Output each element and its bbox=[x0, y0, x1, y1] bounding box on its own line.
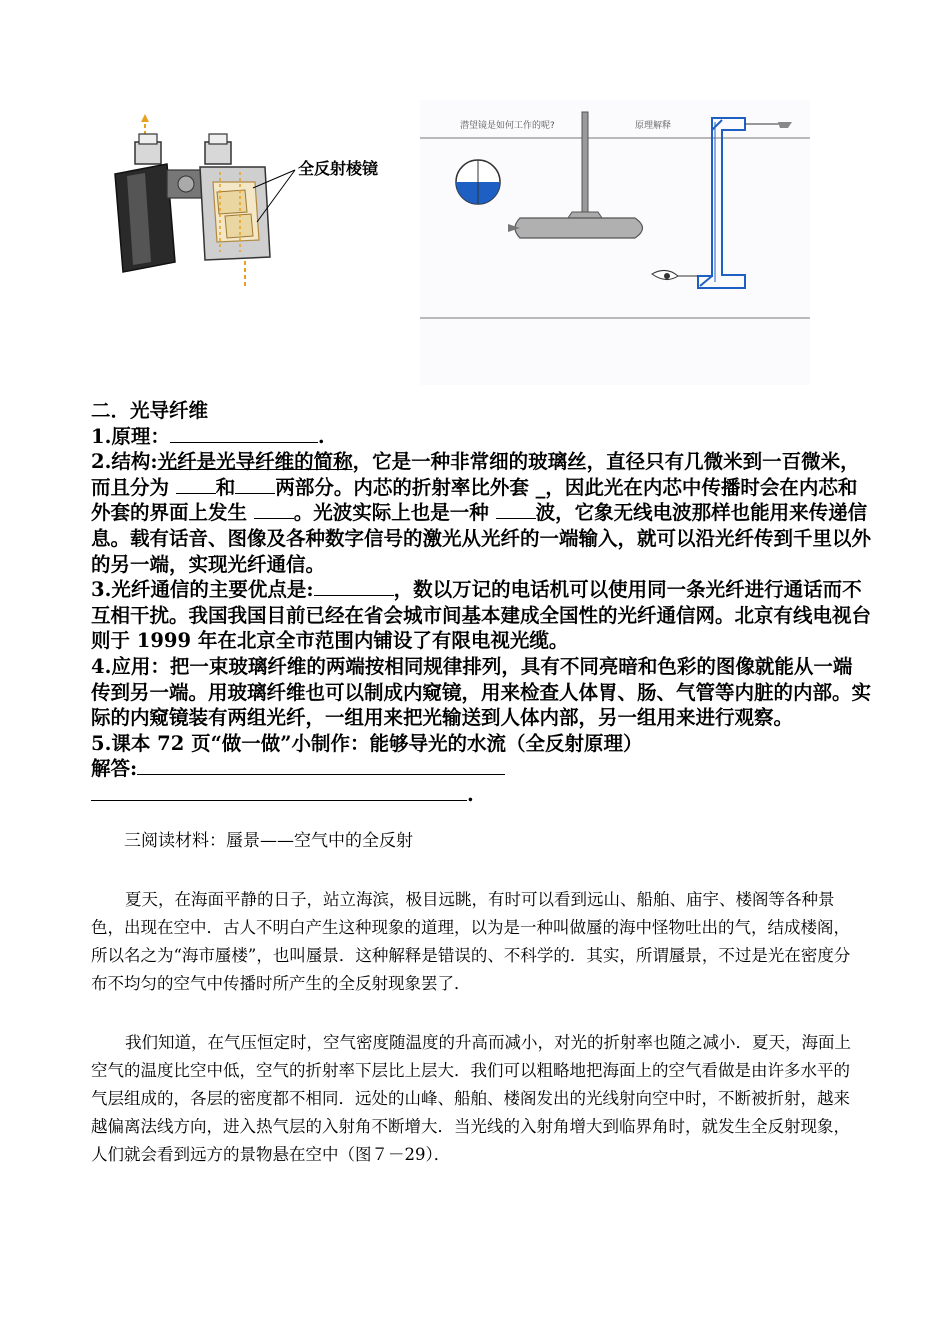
answer-blank-1[interactable] bbox=[137, 756, 505, 775]
item-1-end: . bbox=[317, 424, 325, 448]
cladding-blank[interactable] bbox=[235, 475, 275, 494]
item-3-rest: ，数以万记的电话机可以使用同一条光纤进行通话而不互相干扰。我国我国目前已经在省会城市间基本建成全国性的光纤通信网。北京有线电视台则于 1999 年在北京全市范围内铺设了有限电视光缆。 bbox=[91, 578, 872, 653]
periscope-illustration bbox=[420, 100, 810, 385]
item-2-structure bbox=[91, 449, 871, 577]
binoculars-figure bbox=[105, 112, 405, 292]
answer-end: . bbox=[467, 782, 474, 806]
item-2-text-2: 和 bbox=[215, 475, 236, 499]
item-2-text-3: 两部分。内芯的折射率比外套 _，因此光在内芯中传播时会在内芯和外套的界面上发生 bbox=[91, 475, 858, 525]
item-2-text-5: 波，它象无线电波那样也能用来传递信息。载有话音、图像及各种数字信号的激光从光纤的一端输入，就可以沿光纤传到千里以外的另一端，实现光纤通信。 bbox=[91, 501, 872, 576]
binoculars-label: 全反射棱镜 bbox=[298, 159, 379, 178]
advantage-blank[interactable] bbox=[314, 577, 394, 596]
item-3-advantages bbox=[91, 577, 871, 654]
periscope-figure bbox=[420, 100, 810, 385]
item-2-lead: 2.结构: bbox=[91, 450, 158, 474]
item-2-text-1: ，它是一种非常细的玻璃丝，直径只有几微米到一百微米，而且分为 bbox=[91, 450, 860, 499]
item-5-activity: 5.课本 72 页“做一做”小制作：能够导光的水流（全反射原理） bbox=[91, 731, 643, 755]
item-1-lead: 1.原理： bbox=[91, 424, 170, 448]
section-heading: 二．光导纤维 bbox=[91, 399, 209, 422]
principle-blank[interactable] bbox=[170, 424, 318, 443]
fiber-section bbox=[91, 398, 871, 808]
answer-label: 解答: bbox=[91, 757, 138, 781]
reading-paragraph-2: 我们知道，在气压恒定时，空气密度随温度的升高而减小，对光的折射率也随之减小．夏天，海面上空气的温度比空中低，空气的折射率下层比上层大．我们可以粗略地把海面上的空气看做是由许多水平的气层组成的，各层的密度都不相同．远处的山峰、船舶、楼阁发出的光线射向空中时，不断被折射，越来越偏离法线方向，进入热气层的入射角不断增大．当光线的入射角增大到临界角时，就发生全反射现象，人们就会看到远方的景物悬在空中（图７－29）． bbox=[91, 1032, 851, 1164]
binoculars-illustration bbox=[105, 112, 405, 292]
inner-core-blank[interactable] bbox=[176, 475, 216, 494]
item-3-lead: 3.光纤通信的主要优点是: bbox=[91, 578, 314, 602]
answer-line-2 bbox=[91, 782, 871, 808]
periscope-title: 潜望镜是如何工作的呢? bbox=[460, 121, 555, 131]
answer-line-1 bbox=[91, 756, 871, 782]
reading-paragraph-1: 夏天，在海面平静的日子，站立海滨，极目远眺，有时可以看到远山、船舶、庙宇、楼阁等各种景色，出现在空中．古人不明白产生这种现象的道理，以为是一种叫做蜃的海中怪物吐出的气，结成楼阁，所以名之为“海市蜃楼”，也叫蜃景．这种解释是错误的、不科学的．其实，所谓蜃景，不过是光在密度分布不均匀的空气中传播时所产生的全反射现象罢了． bbox=[91, 889, 851, 993]
reflection-blank[interactable] bbox=[254, 500, 294, 519]
wave-blank[interactable] bbox=[496, 500, 536, 519]
item-2-text-4: 。光波实际上也是一种 bbox=[293, 501, 496, 525]
periscope-subtitle: 原理解释 bbox=[635, 121, 672, 131]
item-2-underlined: 光纤是光导纤维的简称 bbox=[157, 450, 353, 474]
item-4-application: 4.应用：把一束玻璃纤维的两端按相同规律排列，具有不同亮暗和色彩的图像就能从一端传到另一端。用玻璃纤维也可以制成内窥镜，用来检查人体胃、肠、气管等内脏的内部。实际的内窥镜装有两组光纤，一组用来把光输送到人体内部，另一组用来进行观察。 bbox=[91, 654, 872, 730]
reading-title: 三阅读材料：蜃景——空气中的全反射 bbox=[124, 831, 413, 851]
item-1-principle bbox=[91, 424, 871, 450]
answer-blank-2[interactable] bbox=[91, 782, 467, 801]
